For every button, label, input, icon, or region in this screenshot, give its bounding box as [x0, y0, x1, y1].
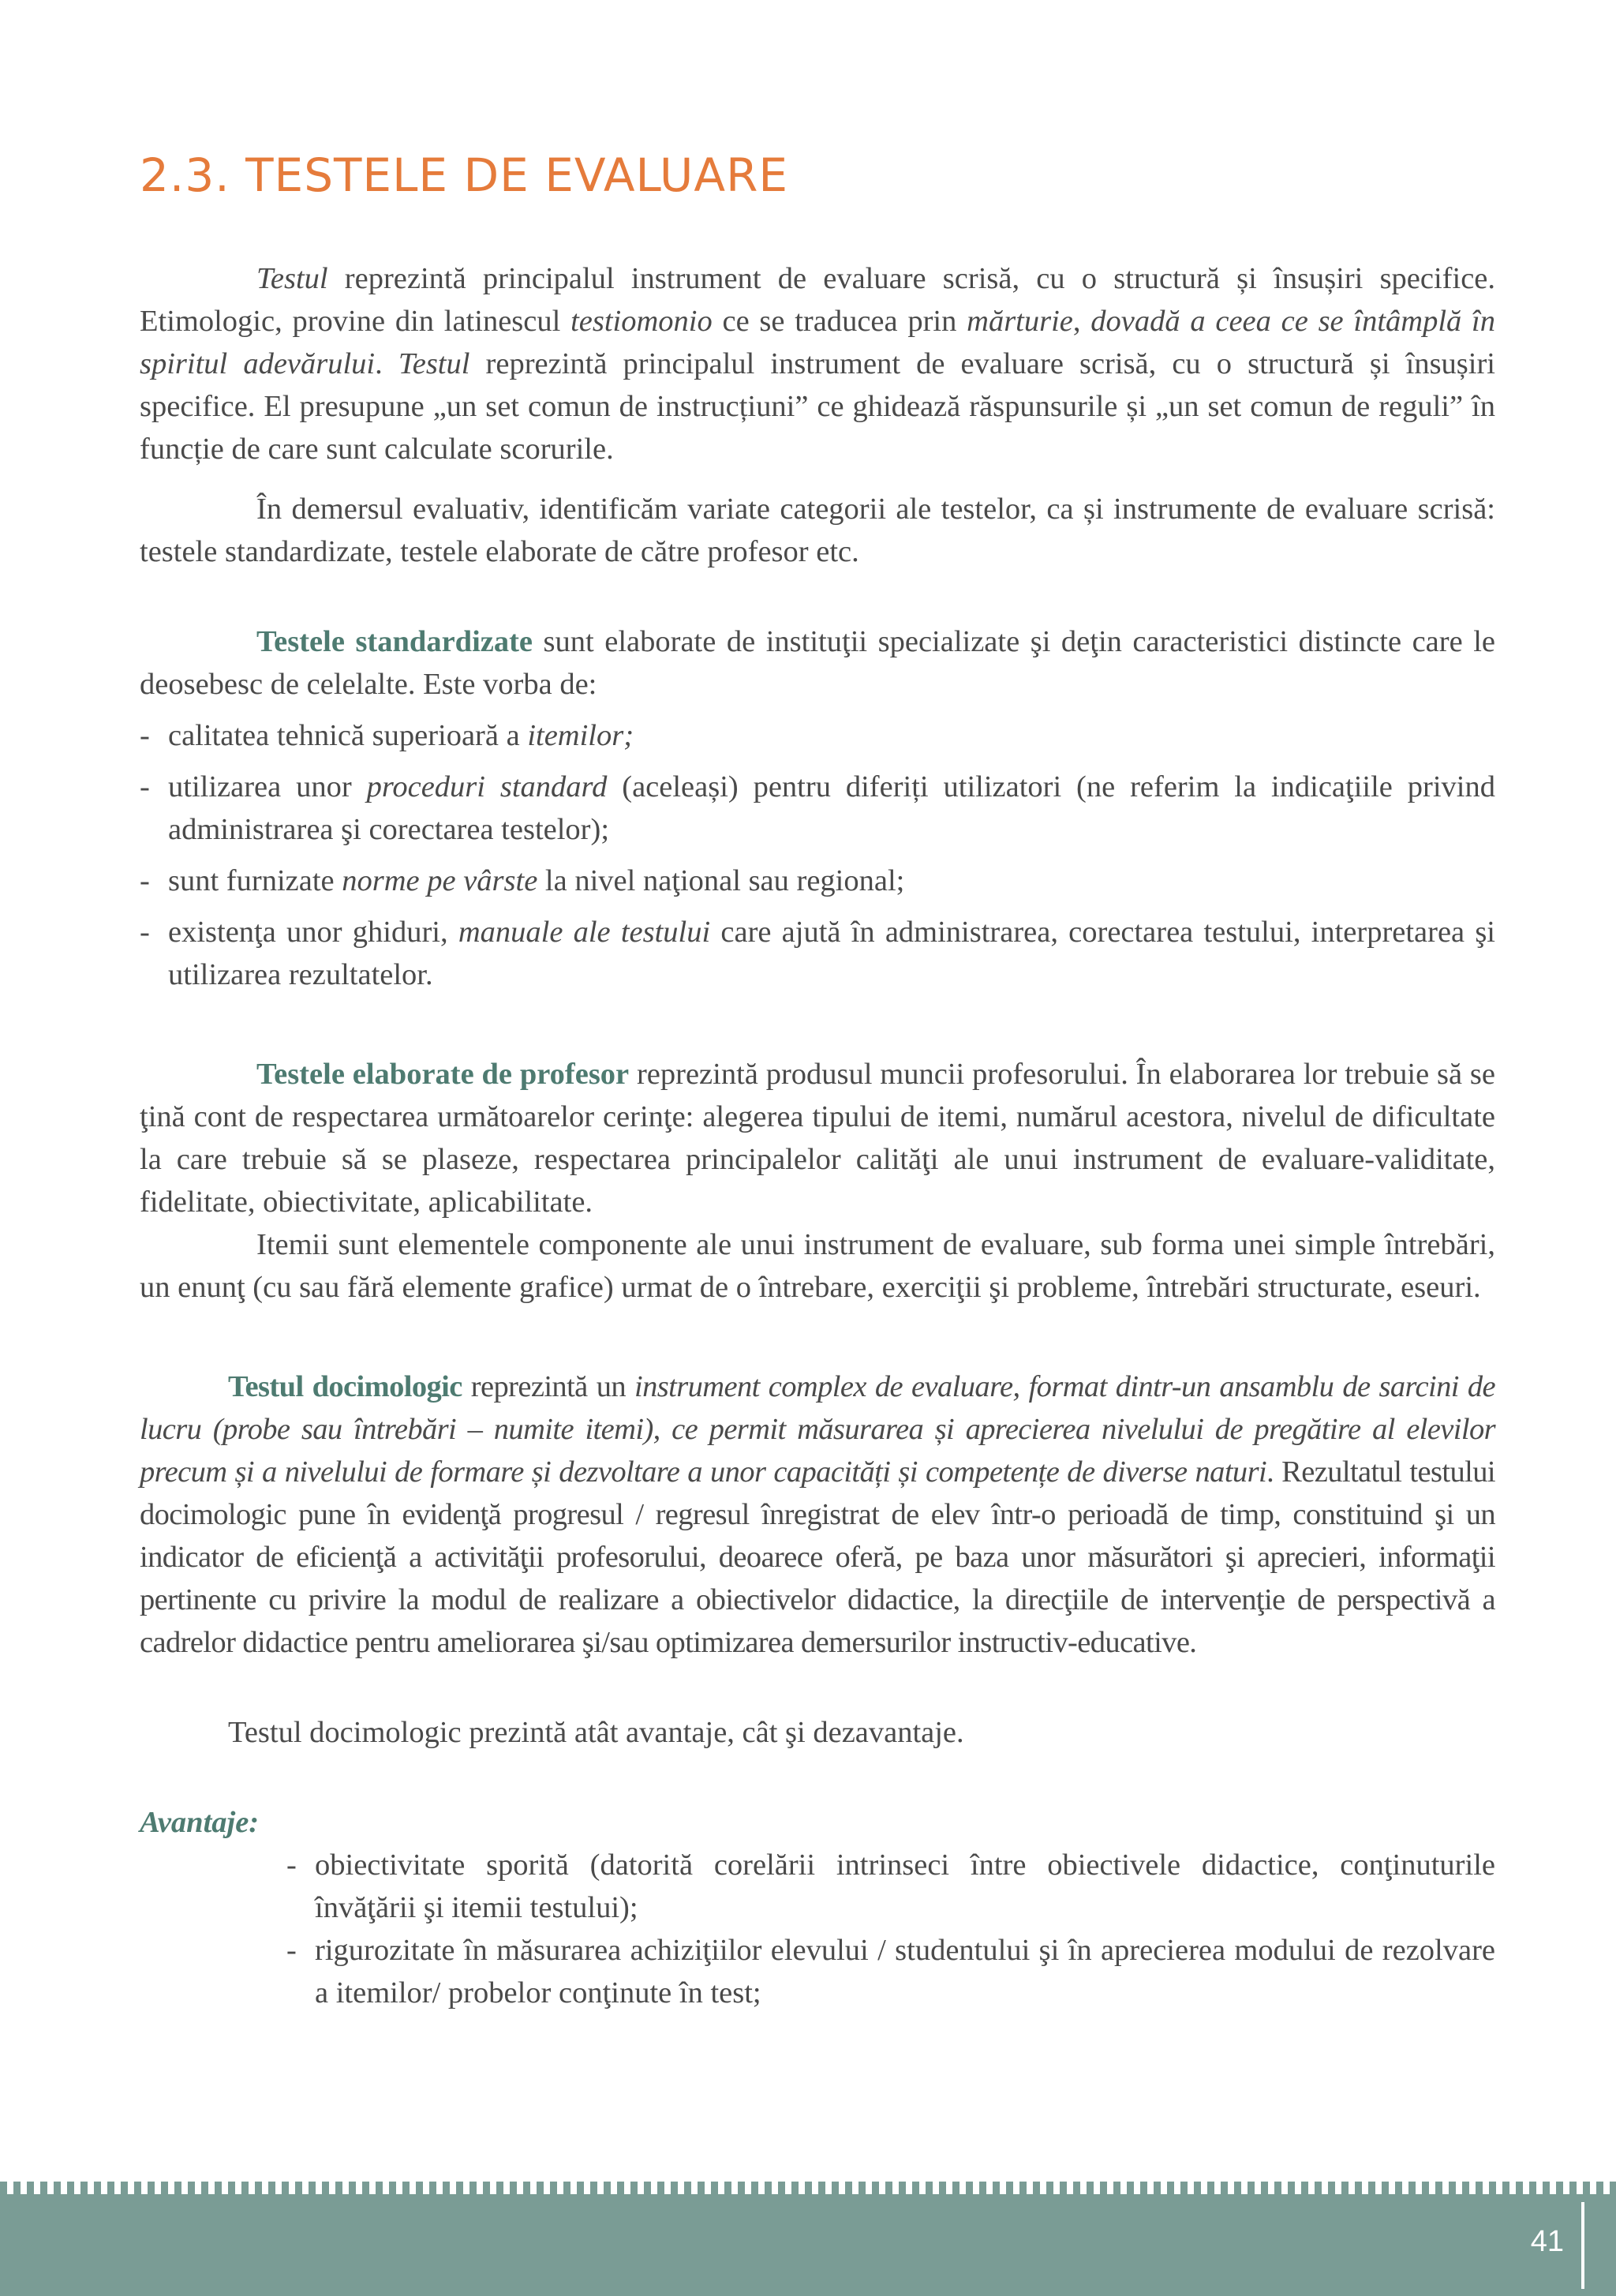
- term-teacher-tests: Testele elaborate de profesor: [256, 1058, 630, 1091]
- term-docimologic-test: Testul docimologic: [228, 1370, 462, 1403]
- dash-bullet: -: [140, 916, 150, 949]
- paragraph-items: Itemii sunt elementele componente ale unui instrument de evaluare, sub forma unei simple întrebări, un enunţ (cu sau fără elemente grafice) urmat de o întrebare, exerciţii şi probleme, întrebări structurate, eseuri.: [140, 1228, 1495, 1304]
- emphasis-run: proceduri standard: [366, 770, 608, 803]
- text-run: sunt elaborate de instituţii specializate şi deţin caracteristici distincte care le deosebesc de celelalte. Este vorba de:: [140, 625, 1495, 701]
- emphasis-run: instrument complex de evaluare, format dintr-un ansamblu de sarcini de lucru (probe sau întrebări – numite itemi), ce permit măsurarea și aprecierea nivelului de pregătire al elevilor precum și a nivelului de formare și dezvoltare a unor capacități și competențe de diverse naturi: [140, 1370, 1496, 1489]
- dash-bullet: -: [140, 864, 150, 897]
- text-run: reprezintă produsul muncii profesorului. În elaborarea lor trebuie să se ţină cont de respectarea următoarelor cerinţe: alegerea tipului de itemi, numărul acestora, nivelul de dificultate la care trebuie să se plaseze, respectarea principalelor calităţi ale unui instrument de evaluare-validitate, fidelitate, obiectivitate, aplicabilitate.: [140, 1058, 1495, 1219]
- term-standardized-tests: Testele standardizate: [256, 625, 533, 658]
- list-item: [140, 860, 1495, 902]
- advantages-list: [140, 1844, 1495, 2014]
- text-run: ce se traducea prin: [712, 305, 967, 338]
- paragraph-docimologic-test: [140, 1365, 1495, 1664]
- emphasis-marturie: mărturie: [967, 305, 1073, 338]
- document-body: [140, 257, 1495, 2014]
- footer-band: [0, 2194, 1616, 2296]
- advantages-heading: [140, 1801, 1495, 1844]
- footer-tick-border: [0, 2182, 1616, 2194]
- text-run: rigurozitate în măsurarea achiziţiilor elevului / studentului şi în aprecierea modului de rezolvare a itemilor/ probelor conţinute în test;: [315, 1934, 1495, 2009]
- list-item: [140, 911, 1495, 996]
- text-run: la nivel naţional sau regional;: [537, 864, 905, 897]
- text-run: obiectivitate sporită (datorită corelării intrinseci între obiectivele didactice, conţinuturile învăţării şi itemii testului);: [315, 1848, 1495, 1924]
- emphasis-testiomonio: testiomonio: [570, 305, 713, 338]
- list-item: [140, 714, 1495, 757]
- text-run: .: [375, 347, 398, 380]
- text-run: utilizarea unor: [168, 770, 367, 803]
- text-run: reprezintă un: [462, 1370, 635, 1403]
- text-run: . Rezultatul testului docimologic pune în evidenţă progresul / regresul înregistrat de elev într-o perioadă de timp, constituind şi un indicator de eficienţă a activităţii profesorului, deoarece oferă, pe baza unor măsurători şi aprecieri, informaţii pertinente cu privire la modul de realizare a obiectivelor didactice, la direcţiile de intervenţie de perspectivă a cadrelor didactice pentru ameliorarea şi/sau optimizarea demersurilor instructiv-educative.: [140, 1455, 1495, 1659]
- section-heading: 2.3. TESTELE DE EVALUARE: [140, 148, 789, 202]
- text-run: sunt furnizate: [168, 864, 342, 897]
- paragraph-teacher-tests: [140, 1053, 1495, 1223]
- text-run: care ajută în administrarea, corectarea testului, interpretarea şi utilizarea rezultatelor.: [168, 916, 1496, 991]
- dash-bullet: -: [140, 719, 150, 752]
- page-number: 41: [1530, 2225, 1564, 2258]
- text-run: existenţa unor ghiduri,: [168, 916, 458, 949]
- emphasis-run: norme pe vârste: [342, 864, 538, 897]
- paragraph-test-definition: [140, 257, 1495, 470]
- emphasis-testul: Testul: [398, 347, 470, 380]
- dash-bullet: -: [286, 1934, 297, 1967]
- text-run: calitatea tehnică superioară a: [168, 719, 528, 752]
- text-run: reprezintă principalul instrument de evaluare scrisă, cu o structură și însușiri specifice. El presupune „un set comun de instrucțiuni” ce ghidează răspunsurile și „un set comun de reguli” în funcție de care sunt calculate scorurile.: [140, 347, 1496, 466]
- page-number-divider: [1581, 2202, 1584, 2289]
- text-run: reprezintă principalul instrument de evaluare scrisă, cu o structură și însușiri specifice. Etimologic, provine din latinescul: [140, 262, 1495, 338]
- emphasis-run: itemilor;: [527, 719, 634, 752]
- list-item: [140, 1929, 1495, 2014]
- emphasis-testul: Testul: [256, 262, 328, 295]
- emphasis-dovada: dovadă a ceea ce se întâmplă în spiritul adevărului: [140, 305, 1495, 380]
- list-item: [140, 766, 1495, 851]
- standardized-features-list: [140, 714, 1495, 996]
- text-run: (aceleași) pentru diferiți utilizatori (ne referim la indicaţiile privind administrarea şi corectarea testelor);: [168, 770, 1496, 846]
- list-item: [140, 1844, 1495, 1929]
- emphasis-run: manuale ale testului: [458, 916, 711, 949]
- paragraph-standardized-tests: [140, 620, 1495, 706]
- paragraph-pros-cons-intro: Testul docimologic prezintă atât avantaje, cât şi dezavantaje.: [228, 1716, 964, 1749]
- text-run: ,: [1072, 305, 1091, 338]
- dash-bullet: -: [286, 1848, 297, 1882]
- dash-bullet: -: [140, 770, 150, 803]
- paragraph-categories: În demersul evaluativ, identificăm variate categorii ale testelor, ca și instrumente de evaluare scrisă: testele standardizate, testele elaborate de către profesor etc.: [140, 493, 1495, 568]
- page-footer: [0, 2182, 1616, 2296]
- advantages-label: Avantaje:: [140, 1806, 260, 1839]
